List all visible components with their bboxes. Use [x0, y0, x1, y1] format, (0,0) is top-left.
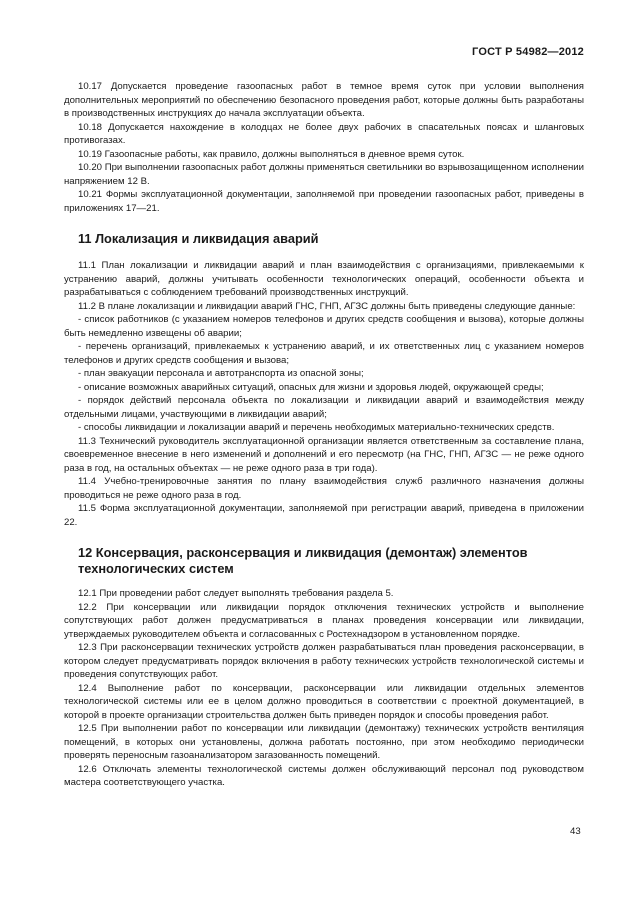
paragraph: 10.20 При выполнении газоопасных работ должны применяться светильники во взрывозащищенном исполнении напряжением 12 В.	[64, 162, 584, 187]
paragraph: 12.4 Выполнение работ по консервации, расконсервации или ликвидации отдельных элементов технологической системы или ее в целом должно проводиться в соответствии с проектной документацией, в которой в проекте организации строительства должен быть приведен порядок и способы проведения работ.	[64, 682, 584, 721]
paragraph: 11.3 Технический руководитель эксплуатационной организации является ответственным за составление плана, своевременное внесение в него изменений и дополнений и его пересмотр (на ГНС, ГНП, АГЗС — не реже одного раза в год, на остальных объектах — не реже одного раза в три года).	[64, 435, 584, 474]
page-content	[64, 80, 584, 790]
paragraph: 11.2 В плане локализации и ликвидации аварий ГНС, ГНП, АГЗС должны быть приведены следующие данные:	[78, 300, 576, 312]
section-10-tail	[64, 80, 584, 215]
paragraph: 10.17 Допускается проведение газоопасных работ в темное время суток при условии выполнения дополнительных мероприятий по обеспечению безопасного проведения работ, которые должны быть разработаны в производственных инструкциях до начала эксплуатации объекта.	[64, 81, 584, 119]
section-11-body	[64, 259, 584, 529]
paragraph: 12.2 При консервации или ликвидации порядок отключения технических устройств и выполнение сопутствующих работ должен предусматриваться в планах проведения консервации или ликвидации, утверждаемых руководителем объекта и согласованных с Ростехнадзором в установленном порядке.	[64, 601, 584, 640]
list-item: - план эвакуации персонала и автотранспорта из опасной зоны;	[78, 368, 364, 379]
page-number: 43	[570, 826, 581, 837]
list-item: - список работников (с указанием номеров телефонов и других средств сообщения и вызова), которые должны быть немедленно извещены об аварии;	[64, 314, 584, 339]
paragraph: 11.5 Форма эксплуатационной документации, заполняемой при регистрации аварий, приведена в приложении 22.	[64, 503, 584, 528]
list-item: - способы ликвидации и локализации аварий и перечень необходимых материально-технических средств.	[78, 422, 555, 433]
paragraph: 11.1 План локализации и ликвидации аварий и план взаимодействия с организациями, привлекаемыми к устранению аварий, должны учитывать особенности технологических операций, особенности объекта и разрабатываться с соблюдением требований производственных инструкций.	[64, 260, 584, 298]
paragraph: 12.1 При проведении работ следует выполнять требования раздела 5.	[78, 588, 394, 599]
section-12-heading: 12 Консервация, расконсервация и ликвидация (демонтаж) элементов технологических систем	[78, 545, 528, 576]
list-item: - порядок действий персонала объекта по локализации и ликвидации аварий и взаимодействия между отдельными лицами, участвующими в ликвидации аварий;	[64, 395, 584, 420]
paragraph: 12.3 При расконсервации технических устройств должен разрабатываться план проведения расконсервации, в котором следует предусматривать порядок включения в работу технических устройств технологической системы и проведения сопутствующих работ.	[64, 642, 584, 680]
paragraph: 10.21 Формы эксплуатационной документации, заполняемой при проведении газоопасных работ, приведены в приложениях 17—21.	[64, 189, 584, 214]
paragraph: 11.4 Учебно-тренировочные занятия по плану взаимодействия служб различного назначения должны проводиться не реже одного раза в год.	[64, 476, 584, 501]
standard-number: ГОСТ Р 54982—2012	[472, 46, 584, 58]
list-item: - описание возможных аварийных ситуаций, опасных для жизни и здоровья людей, окружающей среды;	[78, 381, 544, 393]
paragraph: 10.19 Газоопасные работы, как правило, должны выполняться в дневное время суток.	[78, 148, 465, 160]
paragraph: 10.18 Допускается нахождение в колодцах не более двух рабочих в спасательных поясах и шланговых противогазах.	[64, 121, 584, 146]
list-item: - перечень организаций, привлекаемых к устранению аварий, и их ответственных лиц с указанием номеров телефонов и других средств сообщения и вызова;	[64, 341, 584, 366]
paragraph: 12.5 При выполнении работ по консервации или ликвидации (демонтажу) технических устройств вентиляция помещений, в которых они установлены, должна работать постоянно, при этом необходимо периодически проверять переносным газоанализатором загазованность помещений.	[64, 723, 584, 761]
paragraph: 12.6 Отключать элементы технологической системы должен обслуживающий персонал под руководством мастера соответствующего участка.	[64, 763, 584, 788]
section-12-body	[64, 587, 584, 790]
section-11-heading: 11 Локализация и ликвидация аварий	[78, 231, 319, 246]
